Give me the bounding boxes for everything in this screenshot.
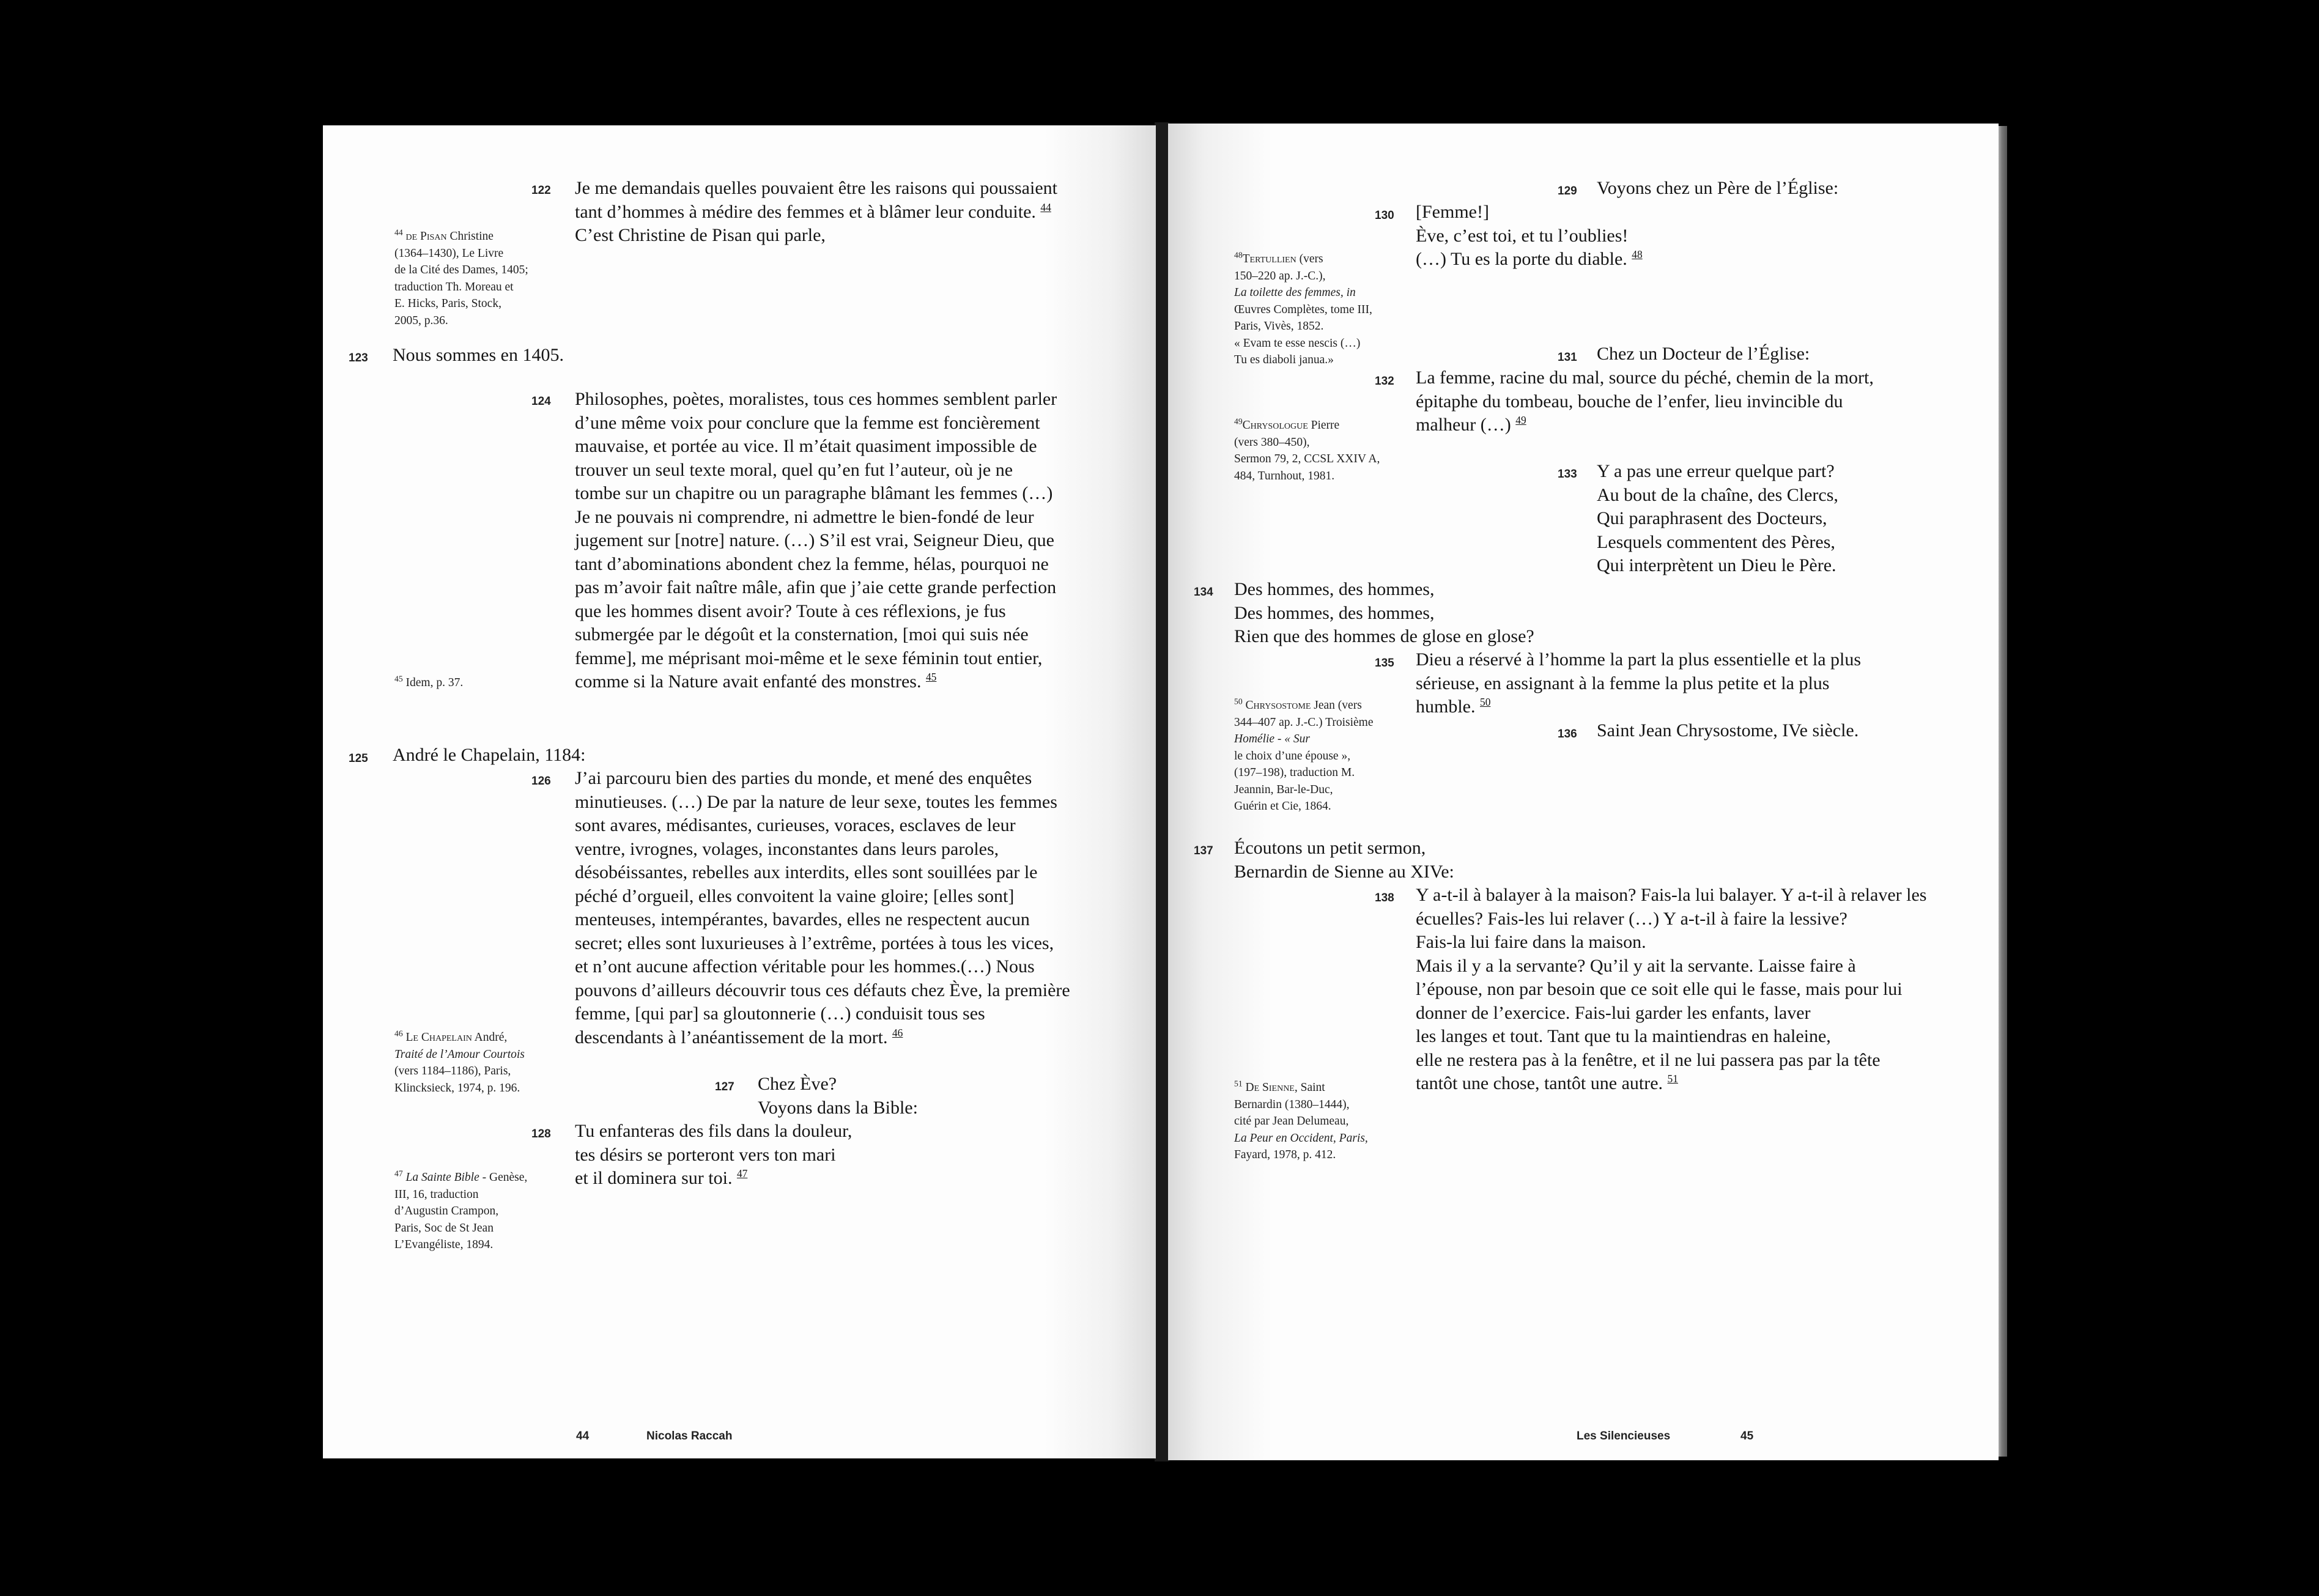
footnote-ref[interactable]: 47	[736, 1167, 748, 1180]
footnote-47: $^{47}$ La Sainte Bible - Genèse, III, 16, traduction d’Augustin Crampon, Paris, Soc de St Jean L’Evangéliste, 1894.	[394, 1169, 528, 1251]
footnote-49: $^{49}$Chrysologue Pierre (vers 380–450), Sermon 79, 2, CCSL XXIV A, 484, Turnhout, 1981.	[1234, 416, 1380, 482]
paragraph-number: 137	[1194, 844, 1213, 857]
paragraph-137: Écoutons un petit sermon, Bernardin de Sienne au XIVe:	[1234, 838, 1454, 882]
text-line: tant d’hommes à médire des femmes et à blâmer leur conduite. $^{44}$	[575, 201, 1051, 222]
paragraph-number: 131	[1558, 351, 1577, 364]
paragraph-number: 126	[531, 775, 551, 788]
footnote-44: $^{44}$ de Pisan Christine (1364–1430), Le Livre de la Cité des Dames, 1405; traduction Th. Moreau et E. Hicks, Paris, Stock, 2005, p.36.	[394, 227, 528, 327]
footnote-ref[interactable]: 50	[1480, 696, 1491, 708]
page-number: 44	[576, 1430, 590, 1443]
page-edge-stack	[1999, 126, 2007, 1457]
running-author: Nicolas Raccah	[646, 1430, 733, 1443]
paragraph-number: 132	[1375, 375, 1394, 388]
footnote-ref[interactable]: 46	[892, 1026, 903, 1039]
footnote-ref[interactable]: 51	[1667, 1073, 1678, 1085]
footnote-46: $^{46}$ Le Chapelain André, Traité de l’Amour Courtois (vers 1184–1186), Paris, Klincksieck, 1974, p. 196.	[394, 1029, 525, 1095]
paragraph-129: Voyons chez un Père de l’Église:	[1597, 178, 1839, 198]
footnote-50: $^{50}$ Chrysostome Jean (vers 344–407 ap. J.-C.) Troisième Homélie - « Sur le choix d’une épouse », (197–198), traduction M. Jeannin, Bar-le-Duc, Guérin et Cie, 1864.	[1234, 696, 1374, 813]
footnote-ref[interactable]: 44	[1040, 201, 1051, 213]
paragraph-number: 133	[1558, 468, 1577, 481]
footnote-48: $^{48}$Tertullien (vers 150–220 ap. J.-C.), La toilette des femmes, in Œuvres Complètes, tome III, Paris, Vivès, 1852. « Evam te esse nescis (…) Tu es diaboli janua.»	[1234, 250, 1372, 366]
paragraph-number: 130	[1375, 209, 1394, 222]
footnote-45: $^{45}$ Idem, p. 37.	[394, 674, 464, 689]
paragraph-123	[393, 344, 564, 368]
right-page	[1168, 124, 1999, 1460]
page-number: 45	[1740, 1430, 1754, 1443]
paragraph-130: [Femme!] Ève, c’est toi, et tu l’oublies! (…) Tu es la porte du diable. $^{48}$	[1416, 202, 1643, 269]
paragraph-127: Chez Ève? Voyons dans la Bible:	[758, 1074, 918, 1118]
footnote-51: $^{51}$ De Sienne, Saint Bernardin (1380–1444), cité par Jean Delumeau, La Peur en Occident, Paris, Fayard, 1978, p. 412.	[1234, 1079, 1368, 1161]
paragraph-131: Chez un Docteur de l’Église:	[1597, 344, 1810, 364]
paragraph-number: 136	[1558, 728, 1577, 741]
paragraph-128: Tu enfanteras des fils dans la douleur, tes désirs se porteront vers ton mari et il dominera sur toi. $^{47}$	[575, 1121, 853, 1188]
paragraph-number: 122	[531, 184, 551, 197]
text-line: Nous sommes en 1405.	[393, 345, 564, 365]
left-page	[323, 125, 1156, 1458]
paragraph-132: La femme, racine du mal, source du péché, chemin de la mort, épitaphe du tombeau, bouche de l’enfer, lieu invincible du malheur (…) $^{49}$	[1416, 368, 1874, 435]
paragraph-122	[575, 177, 1057, 248]
running-title: Les Silencieuses	[1577, 1430, 1671, 1443]
footnote-ref[interactable]: 48	[1632, 248, 1643, 260]
paragraph-133: Y a pas une erreur quelque part? Au bout de la chaîne, des Clercs, Qui paraphrasent des Docteurs, Lesquels commentent des Pères, Qui interprètent un Dieu le Père.	[1597, 461, 1838, 575]
paragraph-number: 135	[1375, 657, 1394, 670]
paragraph-number: 129	[1558, 185, 1577, 198]
paragraph-135: Dieu a réservé à l’homme la part la plus essentielle et la plus sérieuse, en assignant à la femme la plus petite et la plus humble. $^{50}$	[1416, 649, 1862, 717]
paragraph-number: 123	[349, 352, 368, 364]
paragraph-number: 127	[715, 1081, 734, 1093]
paragraph-124: Philosophes, poètes, moralistes, tous ces hommes semblent parler d’une même voix pour conclure que la femme est foncièrement mauvaise, et portée au vice. Il m’était quasiment impossible de trouver un seul texte moral, quel qu’en fut l’auteur, où je ne tombe sur un chapitre ou un paragraphe blâmant les femmes (…) Je ne pouvais ni comprendre, ni admettre le bien-fondé de leur jugement sur [notre] nature. (…) S’il est vrai, Seigneur Dieu, que tant d’abominations abondent chez la femme, hélas, pourquoi ne pas m’avoir fait naître mâle, afin que j’aie cette grande perfection que les hommes disent avoir? Toute à ces réflexions, je fus submergée par le dégoût et la consternation, [moi qui suis née femme], me méprisant moi-même et le sexe féminin tout entier, comme si la Nature avait enfanté des monstres. $^{45}$	[575, 389, 1057, 692]
paragraph-number: 128	[531, 1128, 551, 1140]
footnote-ref[interactable]: 45	[925, 671, 937, 683]
text-line: Je me demandais quelles pouvaient être les raisons qui poussaient	[575, 178, 1057, 198]
paragraph-136: Saint Jean Chrysostome, IVe siècle.	[1597, 720, 1859, 741]
paragraph-number: 124	[531, 395, 551, 408]
paragraph-number: 125	[349, 752, 368, 765]
paragraph-number: 138	[1375, 892, 1394, 904]
text-line: C’est Christine de Pisan qui parle,	[575, 225, 826, 245]
paragraph-125: André le Chapelain, 1184:	[393, 745, 586, 765]
book-spine-gap	[1155, 122, 1169, 1461]
footnote-ref[interactable]: 49	[1515, 414, 1526, 426]
paragraph-138: Y a-t-il à balayer à la maison? Fais-la lui balayer. Y a-t-il à relaver les écuelles? Fais-les lui relaver (…) Y a-t-il à faire la lessive? Fais-la lui faire dans la maison. Mais il y a la servante? Qu’il y ait la servante. Laisse faire à l’épouse, non par besoin que ce soit elle qui le fasse, mais pour lui donner de l’exercice. Fais-lui garder les enfants, laver les langes et tout. Tant que tu la maintiendras en haleine, elle ne restera pas à la fenêtre, et il ne lui passera pas par la tête tantôt une chose, tantôt une autre. $^{51}$	[1416, 885, 1927, 1093]
paragraph-126: J’ai parcouru bien des parties du monde, et mené des enquêtes minutieuses. (…) De par la nature de leur sexe, toutes les femmes sont avares, médisantes, curieuses, voraces, esclaves de leur ventre, ivrognes, volages, inconstantes dans leurs paroles, désobéissantes, rebelles aux interdits, elles sont souillées par le péché d’orgueil, elles convoitent la vaine gloire; [elles sont] menteuses, intempérantes, bavardes, elles ne respectent aucun secret; elles sont luxurieuses à l’extrême, portées à tous les vices, et n’ont aucune affection véritable pour les hommes.(…) Nous pouvons d’ailleurs découvrir tous ces défauts chez Ève, la première femme, [qui par] sa gloutonnerie (…) conduisit tous ses descendants à l’anéantissement de la mort. $^{46}$	[575, 768, 1070, 1047]
paragraph-134: Des hommes, des hommes, Des hommes, des hommes, Rien que des hommes de glose en glose?	[1234, 579, 1534, 646]
paragraph-number: 134	[1194, 586, 1213, 599]
